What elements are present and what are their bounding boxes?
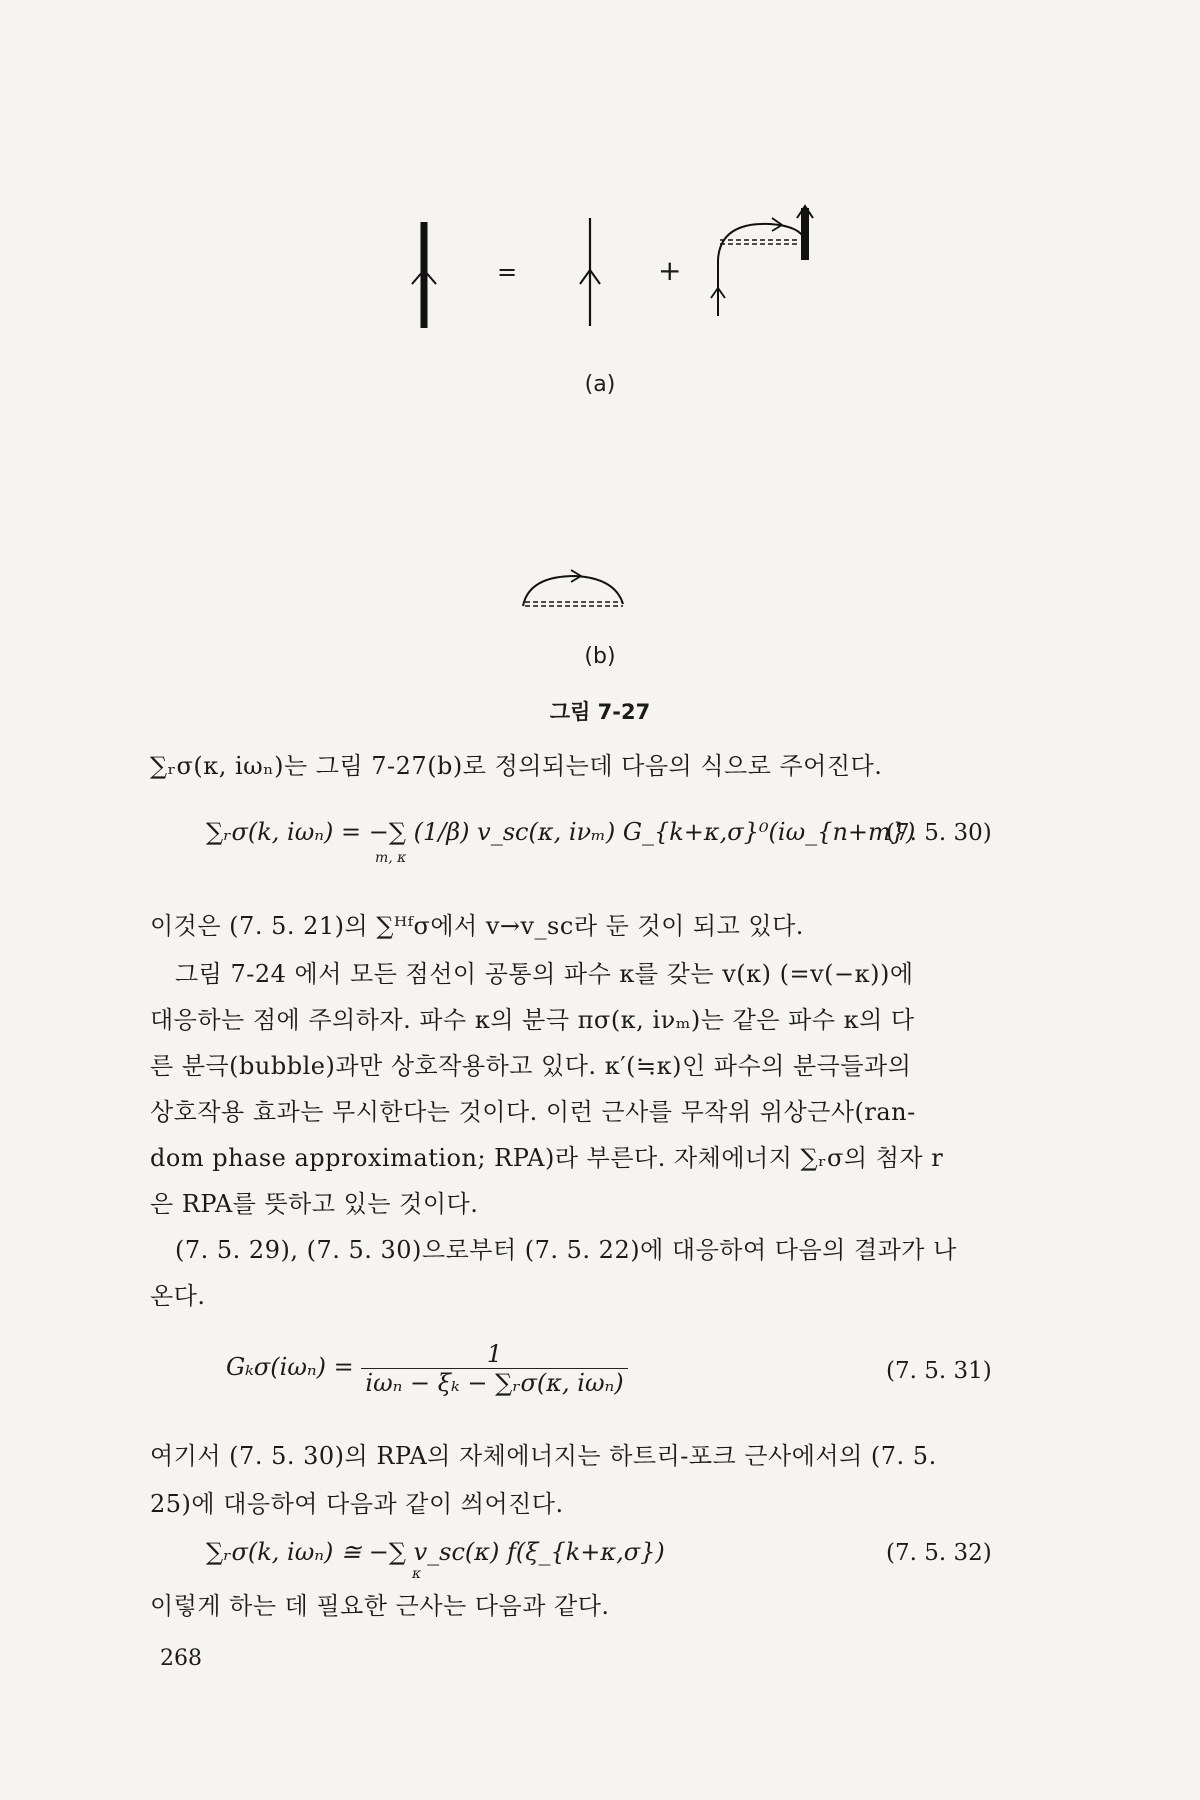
equation-7-5-31-denominator: iωₙ − ξₖ − ∑ᵣσ(κ, iωₙ) <box>365 1369 624 1397</box>
paragraph-1-line-3: 른 분극(bubble)과만 상호작용하고 있다. κ′(≒κ)인 파수의 분극들과의 <box>150 1052 912 1080</box>
equation-number-7-5-32: (7. 5. 32) <box>886 1540 992 1566</box>
paragraph-1-line-1: 그림 7-24 에서 모든 점선이 공통의 파수 κ를 갖는 v(κ) (=v(−κ))에 <box>175 960 914 988</box>
equation-number-7-5-30: (7. 5. 30) <box>886 820 992 846</box>
equation-7-5-31 <box>226 1340 628 1397</box>
page-number: 268 <box>160 1646 202 1671</box>
plus-sign: + <box>658 254 682 287</box>
equation-7-5-31-lhs: Gₖσ(iωₙ) = <box>226 1353 354 1381</box>
paragraph-1-line-6: 은 RPA를 뜻하고 있는 것이다. <box>150 1190 479 1218</box>
feynman-diagram-a <box>300 200 840 340</box>
self-energy-diagram <box>711 206 813 316</box>
paragraph-1-line-2: 대응하는 점에 주의하자. 파수 κ의 분극 πσ(κ, iνₘ)는 같은 파수 κ의 다 <box>150 1006 915 1034</box>
text-line-1: ∑ᵣσ(κ, iωₙ)는 그림 7-27(b)로 정의되는데 다음의 식으로 주어진다. <box>150 752 883 780</box>
equation-number-7-5-31: (7. 5. 31) <box>886 1358 992 1384</box>
dressed-propagator-line <box>412 200 436 328</box>
figure-title: 그림 7-27 <box>549 700 651 724</box>
equation-7-5-31-numerator: 1 <box>361 1340 627 1369</box>
equation-7-5-32-sum-index: κ <box>412 1566 422 1582</box>
bare-propagator-line <box>580 218 600 326</box>
equation-7-5-30: ∑ᵣσ(k, iωₙ) = −∑ (1/β) v_sc(κ, iνₘ) G_{k+κ,σ}⁰(iω_{n+m}) <box>206 818 916 846</box>
figure-label-b: (b) <box>584 644 616 669</box>
paragraph-2-line-1: (7. 5. 29), (7. 5. 30)으로부터 (7. 5. 22)에 대응하여 다음의 결과가 나 <box>175 1236 957 1264</box>
equation-7-5-30-sum-index: m, κ <box>375 850 407 866</box>
figure-label-a: (a) <box>584 372 616 397</box>
equation-7-5-31-fraction <box>361 1340 627 1397</box>
feynman-diagram-b <box>515 566 635 616</box>
equation-7-5-32: ∑ᵣσ(k, iωₙ) ≅ −∑ v_sc(κ) f(ξ_{k+κ,σ}) <box>206 1538 665 1566</box>
text-line-2: 이것은 (7. 5. 21)의 ∑ᴴᶠσ에서 v→v_sc라 둔 것이 되고 있다. <box>150 912 804 940</box>
text-line-last: 이렇게 하는 데 필요한 근사는 다음과 같다. <box>150 1592 610 1620</box>
paragraph-1-line-5: dom phase approximation; RPA)라 부른다. 자체에너지 ∑ᵣσ의 첨자 r <box>150 1144 944 1172</box>
paragraph-3-line-1: 여기서 (7. 5. 30)의 RPA의 자체에너지는 하트리-포크 근사에서의 (7. 5. <box>150 1442 937 1470</box>
paragraph-2-line-2: 온다. <box>150 1282 206 1310</box>
equals-sign: = <box>497 258 518 286</box>
paragraph-3-line-2: 25)에 대응하여 다음과 같이 씌어진다. <box>150 1490 564 1518</box>
paragraph-1-line-4: 상호작용 효과는 무시한다는 것이다. 이런 근사를 무작위 위상근사(ran- <box>150 1098 916 1126</box>
